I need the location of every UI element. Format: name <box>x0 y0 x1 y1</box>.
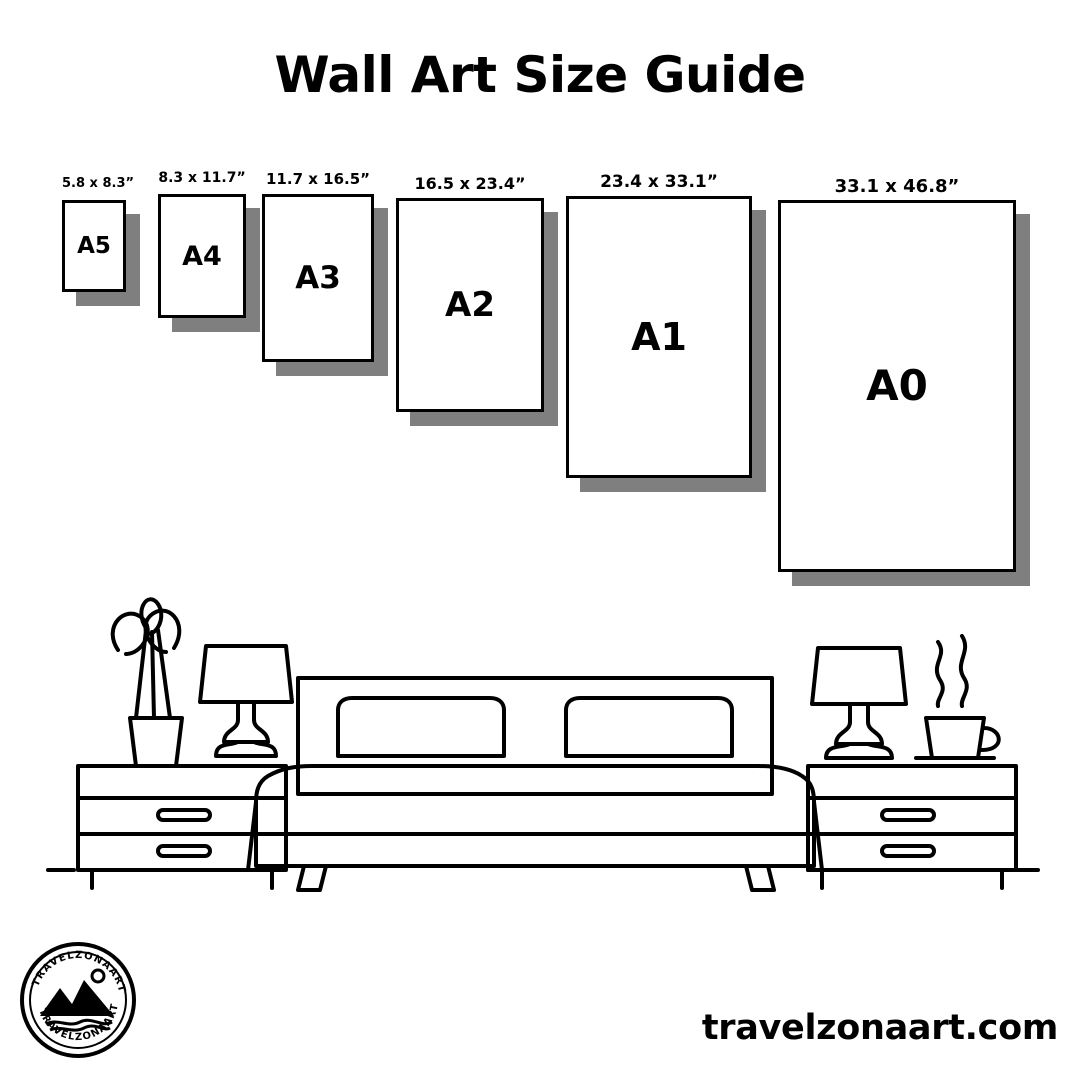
frame-dimensions-a5: 5.8 x 8.3” <box>62 176 135 191</box>
frame-label-a5: A5 <box>77 232 111 259</box>
frame-a3 <box>262 170 374 376</box>
frame-box-a1[interactable] <box>566 196 752 478</box>
bed <box>248 678 822 890</box>
frame-label-a3: A3 <box>295 259 341 296</box>
travelzonaart-logo[interactable] <box>18 940 138 1060</box>
right-nightstand <box>808 766 1016 888</box>
plant-vase <box>113 599 182 766</box>
frame-dimensions-a4: 8.3 x 11.7” <box>158 170 246 186</box>
bedroom-illustration <box>30 570 1050 910</box>
frame-dimensions-a3: 11.7 x 16.5” <box>266 170 370 188</box>
frame-box-a0[interactable] <box>778 200 1016 572</box>
frame-box-a4[interactable] <box>158 194 246 318</box>
frame-box-a2[interactable] <box>396 198 544 412</box>
frame-dimensions-a1: 23.4 x 33.1” <box>600 172 718 192</box>
frame-a5 <box>62 176 135 306</box>
coffee-cup <box>916 636 999 758</box>
frame-a4 <box>158 170 246 332</box>
frame-label-a4: A4 <box>182 240 222 272</box>
frame-label-a2: A2 <box>445 285 495 325</box>
website-url[interactable]: travelzonaart.com <box>701 1008 1058 1048</box>
frame-label-a0: A0 <box>866 361 928 410</box>
frame-box-a5[interactable] <box>62 200 126 292</box>
frame-dimensions-a0: 33.1 x 46.8” <box>834 176 960 197</box>
logo-text-bottom: TRAVELZONAART <box>36 1002 121 1044</box>
frame-dimensions-a2: 16.5 x 23.4” <box>414 174 526 193</box>
frame-a2 <box>396 174 544 426</box>
frame-label-a1: A1 <box>631 315 687 359</box>
frame-box-a3[interactable] <box>262 194 374 362</box>
frame-a1 <box>566 172 752 492</box>
left-lamp <box>200 646 292 756</box>
frame-a0 <box>778 176 1016 586</box>
right-lamp <box>812 648 906 758</box>
logo-text-top: TRAVELZONAART <box>30 949 128 995</box>
page-title: Wall Art Size Guide <box>274 46 806 104</box>
